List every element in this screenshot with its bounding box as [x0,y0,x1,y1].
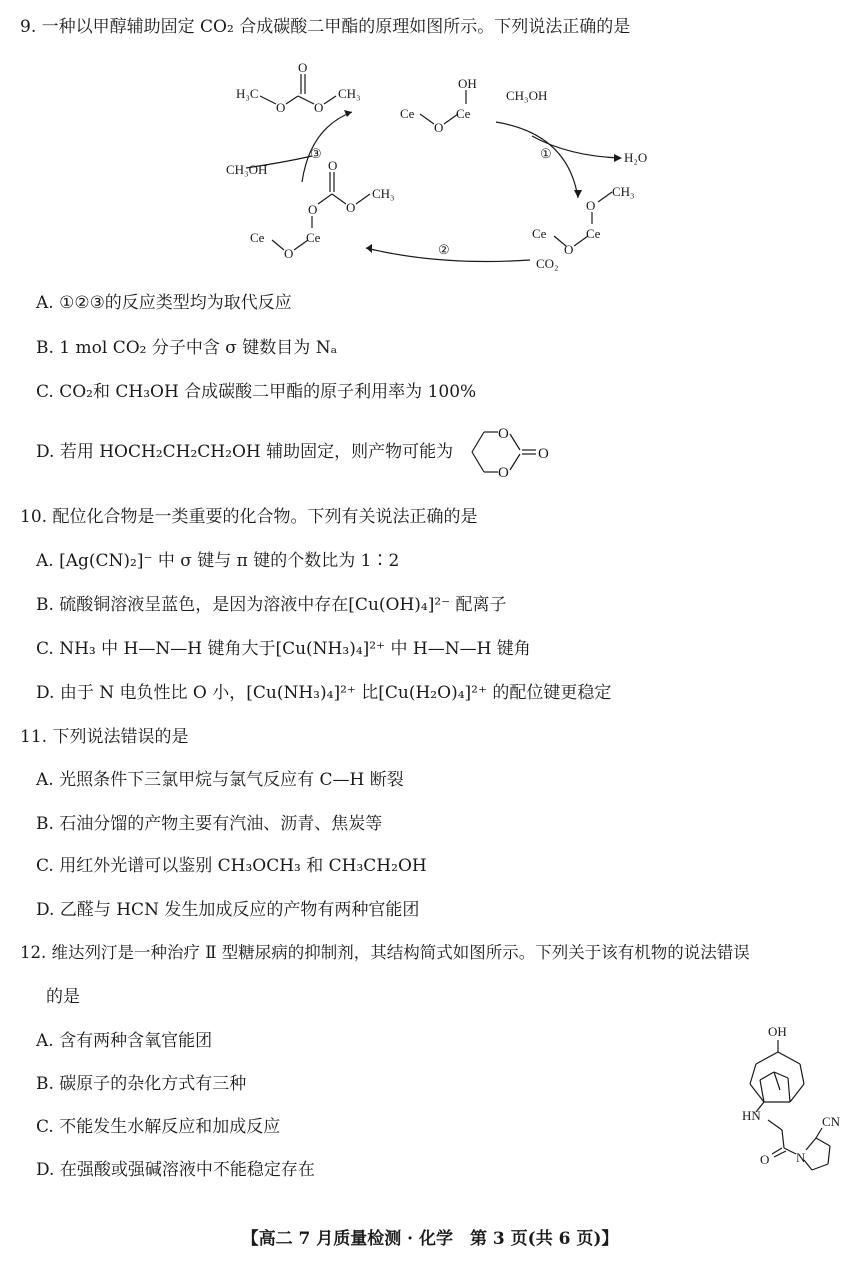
step1-label: ① [540,146,552,161]
right-o-bridge-label: O [564,242,574,257]
q9-option-d: D. 若用 HOCH₂CH₂CH₂OH 辅助固定，则产物可能为 [36,442,454,462]
dmc-o-left-label: O [276,100,286,115]
question-10-stem: 10. 配位化合物是一类重要的化合物。下列有关说法正确的是 [20,507,478,527]
left-ch3-label: CH₃ [372,186,395,201]
q10-option-b: B. 硫酸铜溶液呈蓝色，是因为溶液中存在[Cu(OH)₄]²⁻ 配离子 [36,595,507,615]
top-o-label: O [434,120,444,135]
structure-cn-label: CN [822,1114,841,1129]
q11-option-a: A. 光照条件下三氯甲烷与氯气反应有 C—H 断裂 [36,770,404,790]
left-o-methoxy-label: O [346,200,356,215]
q12-option-b: B. 碳原子的杂化方式有三种 [36,1074,247,1094]
q12-option-a: A. 含有两种含氧官能团 [36,1031,213,1051]
q11-option-b: B. 石油分馏的产物主要有汽油、沥青、焦炭等 [36,814,383,834]
step3-label: ③ [310,146,322,161]
catalytic-cycle-diagram [0,52,860,272]
dmc-ch3-label: CH₃ [338,86,361,101]
structure-o-label: O [760,1152,770,1167]
question-11-stem: 11. 下列说法错误的是 [20,727,189,747]
q9-option-b: B. 1 mol CO₂ 分子中含 σ 键数目为 Nₐ [36,338,338,358]
right-ce-right-label: Ce [586,226,601,241]
q12-option-d: D. 在强酸或强碱溶液中不能稳定存在 [36,1160,315,1180]
structure-hn-label: HN [742,1108,761,1123]
q12-option-c: C. 不能发生水解反应和加成反应 [36,1117,281,1137]
ch3oh-step1-label: CH₃OH [506,88,548,103]
left-o-chain-label: O [308,202,318,217]
step2-label: ② [438,242,450,257]
top-ce-right-label: Ce [456,106,471,121]
h2o-label: H₂O [624,150,648,165]
top-oh-label: OH [458,76,477,91]
question-12-stem-line1: 12. 维达列汀是一种治疗 Ⅱ 型糖尿病的抑制剂，其结构简式如图所示。下列关于该有机物的说法错误 [20,943,750,962]
right-ch3-label: CH₃ [612,184,635,199]
co2-label: CO₂ [536,256,559,271]
question-12-stem-line2: 的是 [46,987,80,1007]
structure-n-label: N [796,1150,806,1165]
dmc-o-right-label: O [314,100,324,115]
ring-o-top-label: O [498,426,509,442]
left-ce-right-label: Ce [306,230,321,245]
q9-option-a: A. ①②③的反应类型均为取代反应 [36,293,292,313]
left-o-bridge-label: O [284,246,294,261]
left-ce-left-label: Ce [250,230,265,245]
vildagliptin-structure [728,1022,854,1192]
right-o-top-label: O [586,198,596,213]
cyclic-carbonate-structure [470,424,560,478]
structure-oh-label: OH [768,1024,787,1039]
dmc-h3c-label: H₃C [236,86,259,101]
ring-o-bottom-label: O [498,465,509,478]
q11-option-c: C. 用红外光谱可以鉴别 CH₃OCH₃ 和 CH₃CH₂OH [36,856,427,876]
question-9-stem: 9. 一种以甲醇辅助固定 CO₂ 合成碳酸二甲酯的原理如图所示。下列说法正确的是 [20,17,631,37]
q10-option-d: D. 由于 N 电负性比 O 小，[Cu(NH₃)₄]²⁺ 比[Cu(H₂O)₄]²⁺ 的配位键更稳定 [36,683,612,703]
q10-option-c: C. NH₃ 中 H—N—H 键角大于[Cu(NH₃)₄]²⁺ 中 H—N—H 键角 [36,639,531,659]
dmc-o-top-label: O [298,60,308,75]
top-ce-left-label: Ce [400,106,415,121]
page-footer: 【高二 7 月质量检测 · 化学 第 3 页(共 6 页)】 [241,1229,619,1249]
q10-option-a: A. [Ag(CN)₂]⁻ 中 σ 键与 π 键的个数比为 1∶2 [36,551,400,571]
q11-option-d: D. 乙醛与 HCN 发生加成反应的产物有两种官能团 [36,900,420,920]
q9-option-c: C. CO₂和 CH₃OH 合成碳酸二甲酯的原子利用率为 100% [36,382,477,402]
left-o-top-label: O [328,158,338,173]
ch3oh-step3-label: CH₃OH [226,162,268,177]
ring-carbonyl-o-label: O [538,446,549,462]
right-ce-left-label: Ce [532,226,547,241]
